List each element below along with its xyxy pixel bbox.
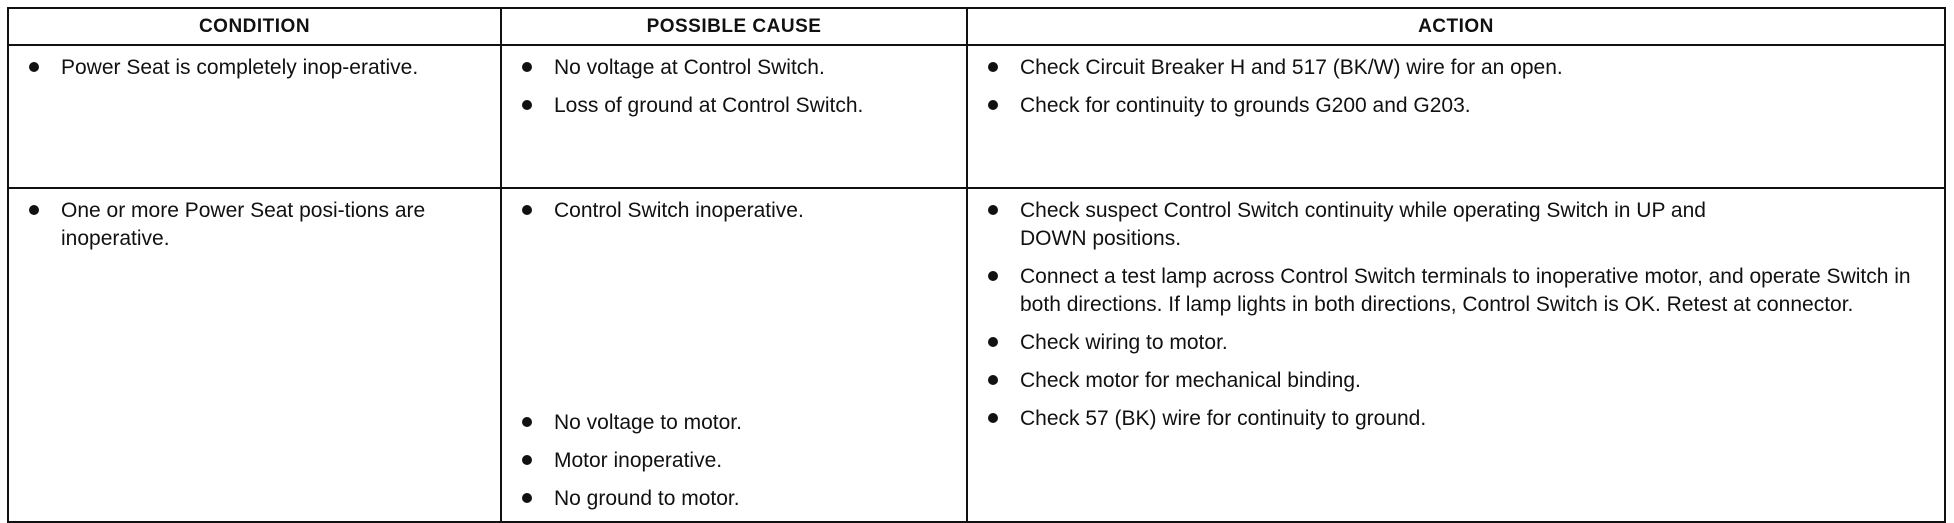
- header-row: [8, 8, 1945, 45]
- table-row: [8, 45, 1945, 188]
- bullet-icon: [522, 493, 532, 503]
- list-item: [982, 329, 1926, 357]
- cause-text: Loss of ground at Control Switch.: [554, 94, 864, 117]
- action-cell: [967, 45, 1945, 188]
- bullet-icon: [988, 205, 998, 215]
- cause-cell: [501, 45, 967, 188]
- list-item: [516, 197, 948, 225]
- list-item: [516, 54, 948, 82]
- condition-text: One or more Power Seat posi-tions are inoperative.: [61, 199, 426, 250]
- action-text: Check 57 (BK) wire for continuity to ground.: [1020, 407, 1427, 430]
- action-text: Connect a test lamp across Control Switch terminals to inoperative motor, and operate Switch in both directions. If lamp lights in both directions, Control Switch is OK. Retest at connector.: [1020, 265, 1911, 316]
- troubleshooting-table: [7, 7, 1946, 523]
- action-cell: [967, 188, 1945, 522]
- bullet-icon: [988, 62, 998, 72]
- list-item: [516, 447, 948, 475]
- action-text: Check wiring to motor.: [1020, 331, 1228, 354]
- action-text: Check motor for mechanical binding.: [1020, 369, 1361, 392]
- action-text: Check for continuity to grounds G200 and G203.: [1020, 94, 1471, 117]
- cause-text: Control Switch inoperative.: [554, 199, 804, 222]
- list-item: [982, 54, 1926, 82]
- list-item: [516, 92, 948, 120]
- cause-cell: [501, 188, 967, 522]
- cause-text: No voltage at Control Switch.: [554, 56, 825, 79]
- bullet-icon: [29, 205, 39, 215]
- action-header: ACTION: [967, 8, 1945, 45]
- bullet-icon: [522, 455, 532, 465]
- bullet-icon: [988, 337, 998, 347]
- action-text: Check suspect Control Switch continuity while operating Switch in UP and DOWN positions.: [1020, 199, 1706, 250]
- condition-text: Power Seat is completely inop-erative.: [61, 56, 419, 79]
- list-item: [516, 485, 948, 513]
- bullet-icon: [522, 62, 532, 72]
- bullet-icon: [988, 375, 998, 385]
- cause-text: No voltage to motor.: [554, 411, 742, 434]
- list-item: [23, 54, 482, 82]
- cause-text: Motor inoperative.: [554, 449, 723, 472]
- list-item: [982, 367, 1926, 395]
- bullet-icon: [522, 205, 532, 215]
- bullet-icon: [522, 100, 532, 110]
- condition-cell: [8, 188, 501, 522]
- list-item: [516, 409, 948, 437]
- list-item: [982, 92, 1926, 120]
- bullet-icon: [988, 100, 998, 110]
- condition-cell: [8, 45, 501, 188]
- bullet-icon: [988, 413, 998, 423]
- list-item: [982, 263, 1926, 319]
- cause-header: POSSIBLE CAUSE: [501, 8, 967, 45]
- list-item: [23, 197, 482, 253]
- bullet-icon: [522, 417, 532, 427]
- table-row: [8, 188, 1945, 522]
- action-text: Check Circuit Breaker H and 517 (BK/W) wire for an open.: [1020, 56, 1563, 79]
- bullet-icon: [29, 62, 39, 72]
- condition-header: CONDITION: [8, 8, 501, 45]
- list-item: [982, 197, 1926, 253]
- list-item: [982, 405, 1926, 433]
- cause-text: No ground to motor.: [554, 487, 740, 510]
- bullet-icon: [988, 271, 998, 281]
